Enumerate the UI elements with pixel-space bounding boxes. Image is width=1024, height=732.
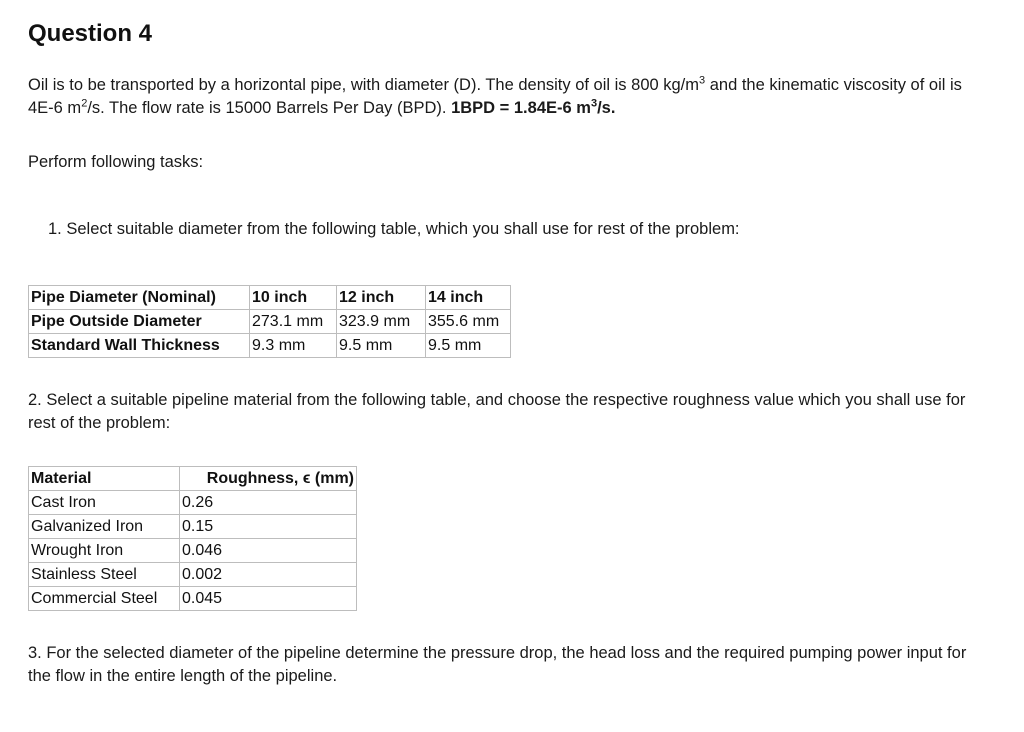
table-row [29,563,357,587]
table-row [29,539,357,563]
problem-statement [28,74,988,120]
table-row [29,286,511,310]
intro-text-1: Oil is to be transported by a horizontal pipe, with diameter (D). The density of oil is 800 kg/m [28,76,700,94]
header-roughness: Roughness, ϵ (mm) [180,467,357,491]
intro-text-3: /s. The flow rate is 15000 Barrels Per Day (BPD). [87,99,452,117]
intro-sup-2: 2 [81,97,88,110]
table-cell: 273.1 mm [250,310,337,334]
table-row [29,310,511,334]
task-1: 1. Select suitable diameter from the following table, which you shall use for rest of the problem: [48,220,740,238]
conversion-factor [451,99,615,117]
table-row [29,515,357,539]
task-2: 2. Select a suitable pipeline material from the following table, and choose the respective roughness value which you shall use for rest of the problem: [28,391,966,432]
row-label: Standard Wall Thickness [29,334,250,358]
conversion-text: 1BPD = 1.84E-6 m [451,99,591,117]
question-title: Question 4 [28,20,153,47]
table-header-row [29,467,357,491]
conversion-sup: 3 [590,97,598,110]
material-cell: Commercial Steel [29,587,180,611]
table-cell: 9.5 mm [426,334,511,358]
intro-text-2: and the kinematic viscosity of oil is 4E-6 m [28,76,962,117]
roughness-cell: 0.046 [180,539,357,563]
conversion-end: /s. [597,99,616,117]
table-cell: 14 inch [426,286,511,310]
table-row [29,334,511,358]
material-cell: Galvanized Iron [29,515,180,539]
table-cell: 12 inch [337,286,426,310]
material-cell: Cast Iron [29,491,180,515]
header-material: Material [29,467,180,491]
row-label: Pipe Diameter (Nominal) [29,286,250,310]
table-cell: 10 inch [250,286,337,310]
row-label: Pipe Outside Diameter [29,310,250,334]
task-3: 3. For the selected diameter of the pipeline determine the pressure drop, the head loss and the required pumping power input for the flow in the entire length of the pipeline. [28,644,967,685]
roughness-cell: 0.26 [180,491,357,515]
table-cell: 355.6 mm [426,310,511,334]
table-row [29,587,357,611]
roughness-cell: 0.045 [180,587,357,611]
roughness-cell: 0.15 [180,515,357,539]
material-roughness-table [28,466,357,611]
pipe-diameter-table [28,285,511,358]
table-cell: 9.3 mm [250,334,337,358]
table-cell: 323.9 mm [337,310,426,334]
tasks-heading: Perform following tasks: [28,153,204,171]
roughness-cell: 0.002 [180,563,357,587]
table-cell: 9.5 mm [337,334,426,358]
table-row [29,491,357,515]
material-cell: Stainless Steel [29,563,180,587]
intro-sup-1: 3 [699,74,706,87]
material-cell: Wrought Iron [29,539,180,563]
